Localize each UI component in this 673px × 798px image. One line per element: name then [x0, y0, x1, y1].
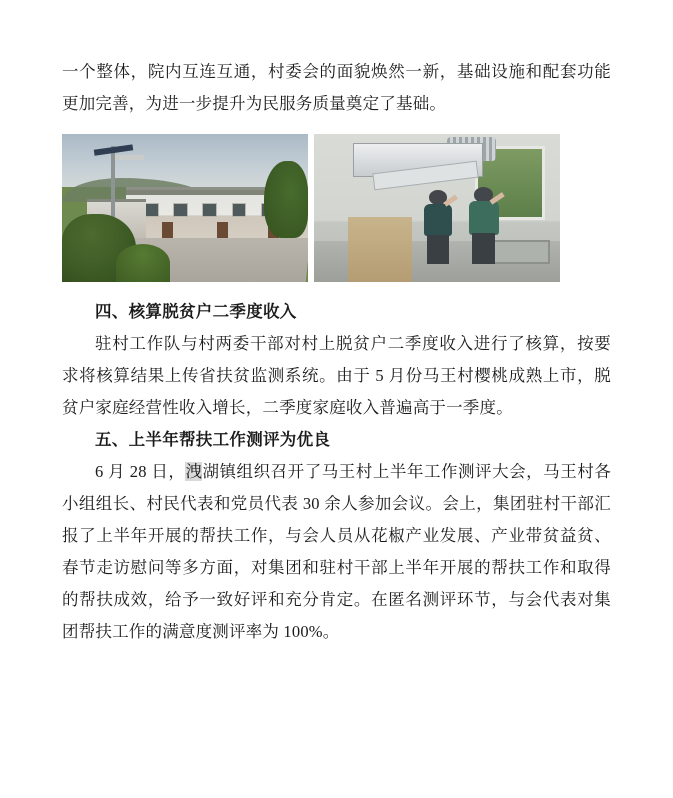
- torso: [424, 204, 452, 237]
- legs: [472, 233, 495, 264]
- section-heading-5: 五、上半年帮扶工作测评为优良: [95, 431, 331, 449]
- village-street-photo: [62, 134, 308, 282]
- paragraph-continuation: 一个整体，院内互连互通，村委会的面貌焕然一新，基础设施和配套功能更加完善，为进一步提升为民服务质量奠定了基础。: [62, 62, 611, 113]
- figure-row: [62, 134, 611, 282]
- cabinet: [348, 217, 412, 282]
- torso: [469, 201, 499, 235]
- highlighted-character: 洩: [185, 462, 203, 481]
- paragraph-text-before: 6 月 28 日，: [95, 462, 186, 481]
- window: [232, 203, 247, 217]
- kitchen-inspection-photo: [314, 134, 560, 282]
- person: [467, 187, 501, 264]
- lamp-head: [115, 155, 145, 160]
- paragraph-text-after: 湖镇组织召开了马王村上半年工作测评大会，马王村各小组组长、村民代表和党员代表 30 余人参加会议。会上，集团驻村干部汇报了上半年开展的帮扶工作，与会人员从花椒产业发展、产业带贫益贫、春节走访慰问等多方面，对集团和驻村干部上半年开展的帮扶工作和取得的帮扶成效，给予一致好评和充分肯定。在匿名测评环节，与会代表对集团帮扶工作的满意度测评率为 100%。: [62, 462, 611, 641]
- person: [422, 190, 454, 264]
- paragraph-section-5: [62, 456, 611, 648]
- foliage: [116, 244, 170, 282]
- section-heading-4: 四、核算脱贫户二季度收入: [95, 303, 297, 321]
- window: [144, 203, 159, 217]
- legs: [427, 235, 449, 265]
- window: [173, 203, 188, 217]
- window: [202, 203, 217, 217]
- tree: [264, 161, 308, 238]
- paragraph-section-4: 驻村工作队与村两委干部对村上脱贫户二季度收入进行了核算，按要求将核算结果上传省扶贫监测系统。由于 5 月份马王村樱桃成熟上市，脱贫户家庭经营性收入增长，二季度家庭收入普遍高于一季度。: [62, 334, 611, 417]
